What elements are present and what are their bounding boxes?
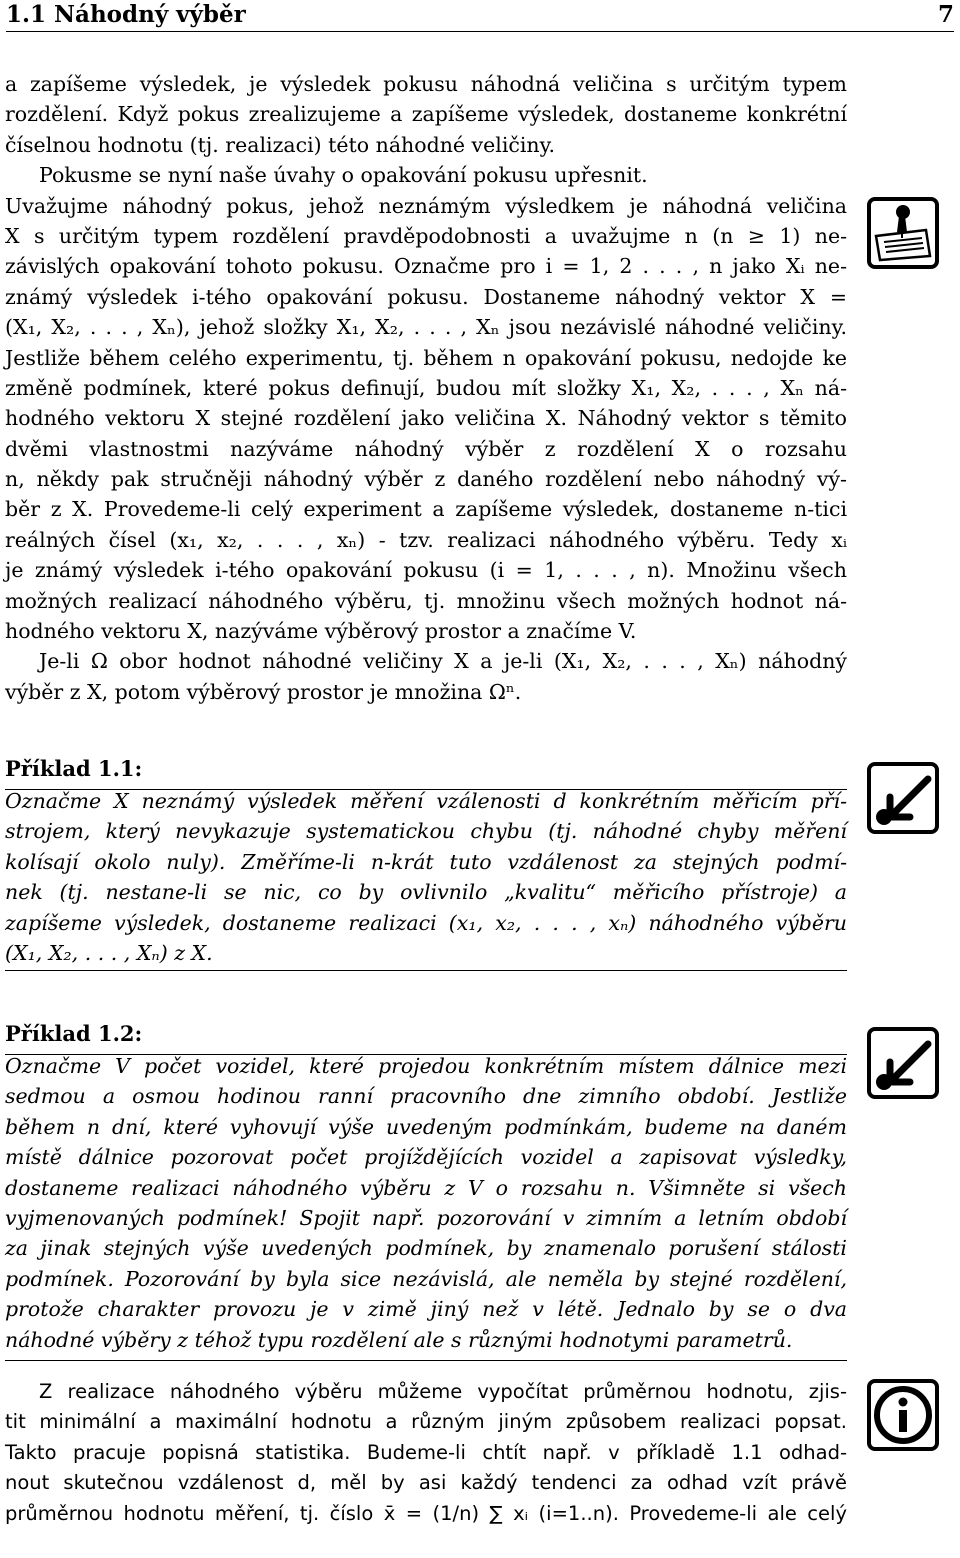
main-text [5,69,847,707]
info-line: průměrnou hodnotu měření, tj. číslo x̄ = (1/n) ∑ xᵢ (i=1..n). Provedeme-li ale celý [5,1501,847,1525]
example-line: podmínek. Pozorování by byla sice nezávislá, ale neměla by stejné rozdělení, [5,1266,847,1291]
text-line: X s určitým typem rozdělení pravděpodobnosti a uvažujme n (n ≥ 1) ne- [5,223,847,248]
example-line: strojem, který nevykazuje systematickou chybu (tj. náhodné chyby měření [5,819,847,844]
note-pad-icon [866,196,940,270]
section-title: 1.1 Náhodný výběr [6,1,246,28]
text-line: je známý výsledek i-tého opakování pokusu (i = 1, . . . , n). Množinu všech [5,558,847,583]
page-header [6,0,954,30]
text-line: rozdělení. Když pokus zrealizujeme a zapíšeme výsledek, dostaneme konkrétní [5,102,847,127]
definition-line: dvěmi vlastnostmi nazýváme náhodný výběr z rozdělení X o rozsahu [5,436,847,461]
header-rule [6,31,954,32]
info-line: Z realizace náhodného výběru můžeme vypočítat průměrnou hodnotu, zjis- [39,1380,847,1403]
text-line: změně podmínek, které pokus definují, budou mít složky X₁, X₂, . . . , Xₙ ná- [5,375,847,400]
text-line: (X₁, X₂, . . . , Xₙ), jehož složky X₁, X₂, . . . , Xₙ jsou nezávislé náhodné veličiny. [5,315,847,340]
example-line: za jinak stejných výše uvedených podmínek, by znamenalo porušení stálosti [5,1236,847,1261]
text-line: n, někdy pak stručněji náhodný výběr z daného rozdělení nebo náhodný vý- [5,467,847,492]
example-line: během n dní, které vyhovují výše uvedeným podmínkám, budeme na daném [5,1114,847,1139]
example-bottom-rule [5,1360,847,1361]
example-bottom-rule [5,970,847,971]
example-line: Označme V počet vozidel, které projedou konkrétním místem dálnice mezi [5,1054,847,1078]
text-line: výběr z X, potom výběrový prostor je množina Ωⁿ. [5,679,522,704]
example-line: (X₁, X₂, . . . , Xₙ) z X. [5,940,213,965]
info-line: nout skutečnou vzdálenost d, měl by asi každý tendenci za odhad vzít právě [5,1471,847,1495]
example-2 [5,1018,847,1352]
example-line: sedmou a osmou hodinou ranní pracovního dne zimního období. Jestliže [5,1084,847,1109]
text-line: Jestliže během celého experimentu, tj. během n opakování pokusu, nedojde ke [5,345,847,370]
info-line: Takto pracuje popisná statistika. Budeme-li chtít např. v příkladě 1.1 odhad- [5,1440,847,1464]
text-line: Je-li Ω obor hodnot náhodné veličiny X a je-li (X₁, X₂, . . . , Xₙ) náhodný [39,649,847,674]
text-line: reálných čísel (x₁, x₂, . . . , xₙ) - tzv. realizaci náhodného výběru. Tedy xᵢ [5,527,847,552]
example-line: protože charakter provozu je v zimě jiný než v létě. Jednalo by se o dva [5,1297,847,1322]
text-line: závislých opakování tohoto pokusu. Označme pro i = 1, 2 . . . , n jako Xᵢ ne- [5,254,847,279]
text-line: známý výsledek i-tého opakování pokusu. Dostaneme náhodný vektor X = [5,284,847,309]
text-line: Pokusme se nyní naše úvahy o opakování pokusu upřesnit. [39,163,648,188]
text-line: hodného vektoru X stejné rozdělení jako veličina X. Náhodný vektor s těmito [5,406,847,431]
text-line: běr z X. Provedeme-li celý experiment a zapíšeme výsledek, dostaneme n-tici [5,497,847,522]
example-pencil-icon [866,1026,940,1100]
example-line: kolísají okolo nuly). Změříme-li n-krát tuto vzdálenost za stejných podmí- [5,849,847,874]
info-paragraph [5,1377,847,1529]
text-line: hodného vektoru X, nazýváme výběrový prostor a značíme V. [5,619,637,644]
info-line: tit minimální a maximální hodnotu a různým jiným způsobem realizaci popsat. [5,1410,847,1434]
text-line: možných realizací náhodného výběru, tj. množinu všech možných hodnot ná- [5,588,847,613]
example-1 [5,753,847,965]
example-line: zapíšeme výsledek, dostaneme realizaci (x₁, x₂, . . . , xₙ) náhodného výběru [5,910,847,935]
text-line: číselnou hodnotu (tj. realizaci) této náhodné veličiny. [5,132,555,157]
example-heading: Příklad 1.2: [5,1021,143,1046]
example-line: dostaneme realizaci náhodného výběru z V o rozsahu n. Všimněte si všech [5,1175,847,1200]
example-line: náhodné výběry z téhož typu rozdělení ale s různými hodnotymi parametrů. [5,1327,793,1352]
example-pencil-icon [866,761,940,835]
text-line: Uvažujme náhodný pokus, jehož neznámým výsledkem je náhodná veličina [5,193,847,218]
example-line: Označme X neznámý výsledek měření vzálenosti d konkrétním měřicím pří- [5,789,847,813]
page-number: 7 [937,1,954,28]
example-heading: Příklad 1.1: [5,756,143,781]
text-line: a zapíšeme výsledek, je výsledek pokusu náhodná veličina s určitým typem [5,72,847,96]
example-line: vyjmenovaných podmínek! Spojit např. pozorování v zimním a letním období [5,1205,847,1230]
example-line: nek (tj. nestane-li se nic, co by ovlivnilo „kvalitu“ měřicího přístroje) a [5,880,847,905]
example-line: místě dálnice pozorovat počet projíždějících vozidel a zapisovat výsledky, [5,1145,847,1170]
info-icon [866,1378,940,1452]
